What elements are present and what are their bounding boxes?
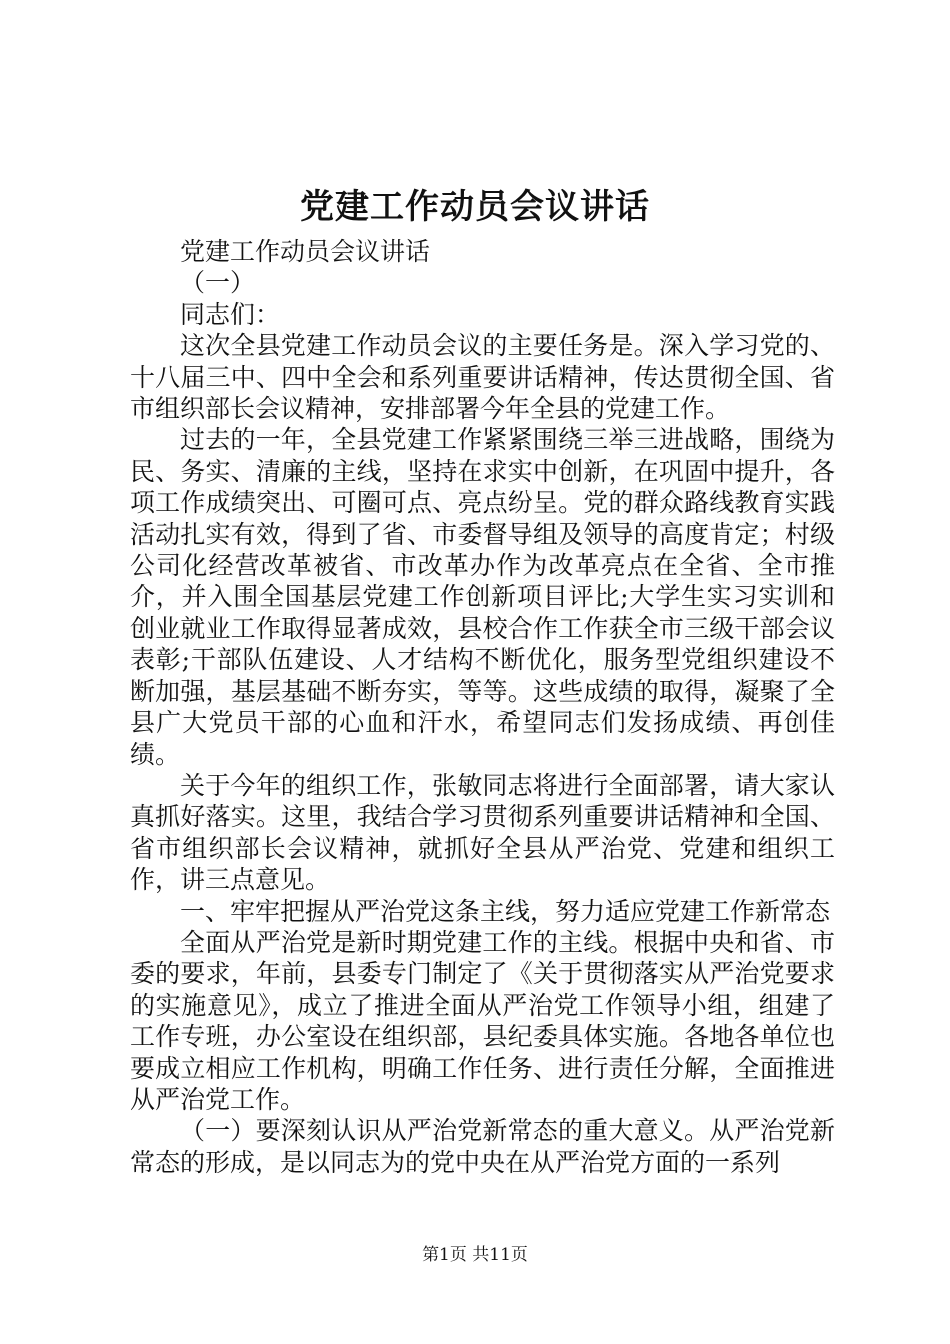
paragraph-4: 全面从严治党是新时期党建工作的主线。根据中央和省、市委的要求，年前，县委专门制定了《关于贯彻落实从严治党要求的实施意见》，成立了推进全面从严治党工作领导小组，组建了工作专班，办公室设在组织部，县纪委具体实施。各地各单位也要成立相应工作机构，明确工作任务、进行责任分解，全面推进从严治党工作。	[130, 927, 835, 1114]
paragraph-section-marker: （一）	[180, 268, 256, 298]
paragraph-5: （一）要深刻认识从严治党新常态的重大意义。从严治党新常态的形成，是以同志为的党中央在从严治党方面的一系列	[130, 1116, 835, 1177]
document-title: 党建工作动员会议讲话	[300, 187, 650, 227]
document-body	[130, 236, 835, 1178]
paragraph-2: 过去的一年，全县党建工作紧紧围绕三举三进战略，围绕为民、务实、清廉的主线，坚持在求实中创新，在巩固中提升，各项工作成绩突出、可圈可点、亮点纷呈。党的群众路线教育实践活动扎实有效，得到了省、市委督导组及领导的高度肯定；村级公司化经营改革被省、市改革办作为改革亮点在全省、全市推介，并入围全国基层党建工作创新项目评比;大学生实习实训和创业就业工作取得显著成效，县校合作工作获全市三级干部会议表彰;干部队伍建设、人才结构不断优化，服务型党组织建设不断加强，基层基础不断夯实，等等。这些成绩的取得，凝聚了全县广大党员干部的心血和汗水，希望同志们发扬成绩、再创佳绩。	[130, 425, 835, 769]
section-heading-1: 一、牢牢把握从严治党这条主线，努力适应党建工作新常态	[180, 896, 831, 926]
paragraph-1: 这次全县党建工作动员会议的主要任务是。深入学习党的、十八届三中、四中全会和系列重要讲话精神，传达贯彻全国、省市组织部长会议精神，安排部署今年全县的党建工作。	[130, 331, 835, 424]
paragraph-subtitle: 党建工作动员会议讲话	[180, 237, 431, 266]
paragraph-salutation: 同志们：	[180, 299, 281, 329]
paragraph-3: 关于今年的组织工作，张敏同志将进行全面部署，请大家认真抓好落实。这里，我结合学习贯彻系列重要讲话精神和全国、省市组织部长会议精神，就抓好全县从严治党、党建和组织工作，讲三点意见。	[130, 770, 835, 895]
page-footer: 第1页 共11页	[422, 1245, 528, 1265]
